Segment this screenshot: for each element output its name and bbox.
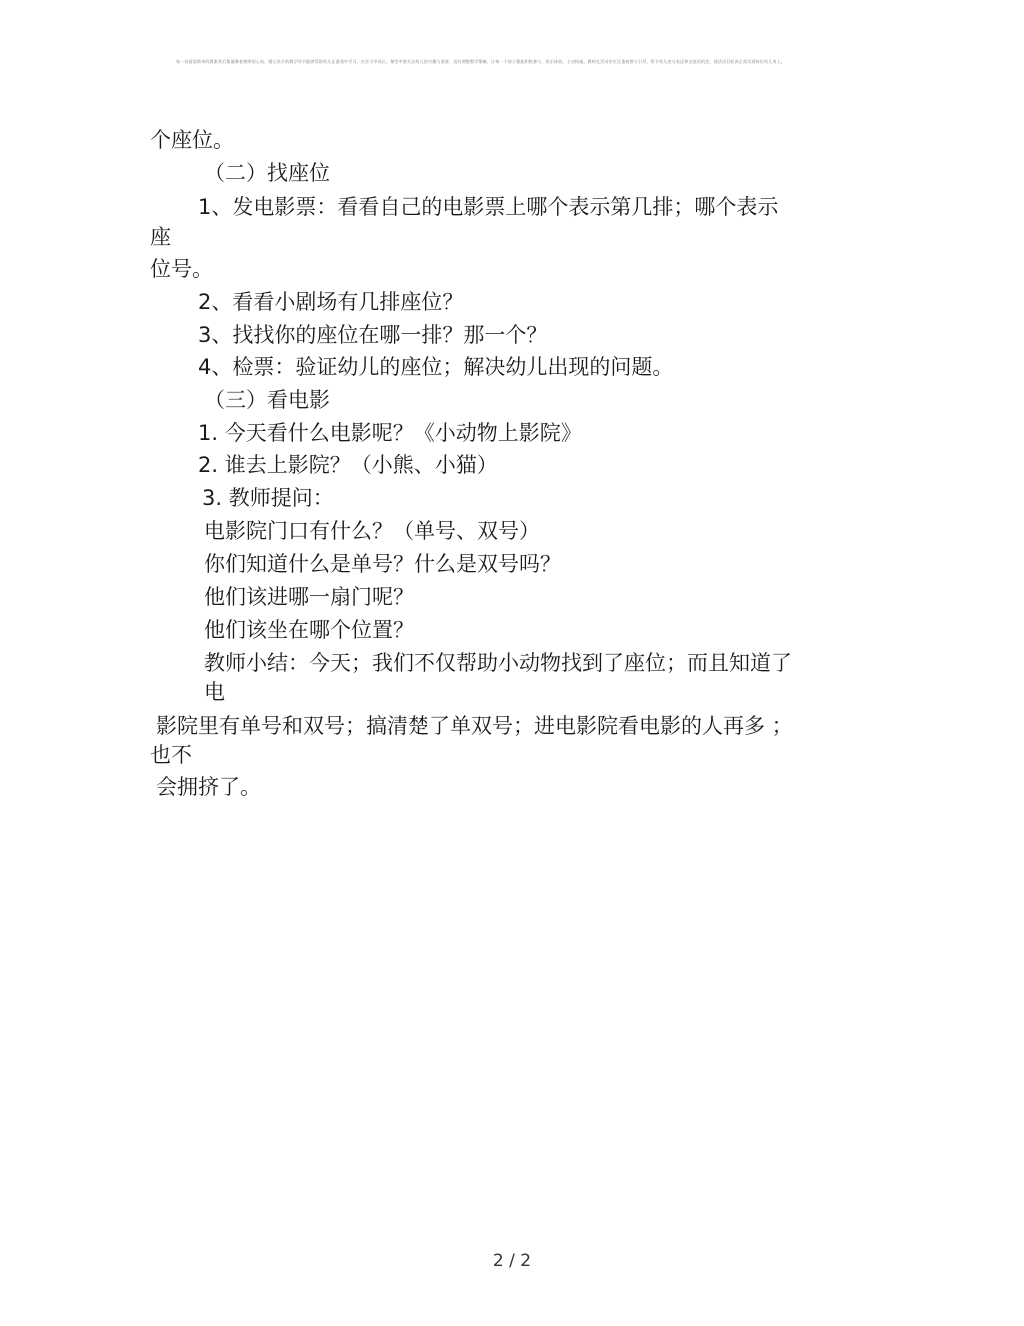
header-note: 每一份看似简单的教案背后都凝聚着教师的心血，精心设计的教学环节能够帮助幼儿在游戏中学习，在学习中成长。课堂中要关注幼儿的兴趣与需要，及时调整教学策略，让每一个孩子都能积极参与、快乐体验、主动探索。教师在活动中应注重观察与引导，给予幼儿充分表达和交流的机会，使活动目标真正落实到每位幼儿身上。 bbox=[176, 59, 785, 64]
text-line: 影院里有单号和双号；搞清楚了单双号；进电影院看电影的人再多 ； bbox=[156, 714, 793, 738]
text-line: 会拥挤了。 bbox=[156, 775, 261, 799]
text-line: 你们知道什么是单号？什么是双号吗？ bbox=[204, 552, 561, 576]
text-line: 1. 今天看什么电影呢？《小动物上影院》 bbox=[198, 421, 582, 445]
text-line: 4、检票：验证幼儿的座位；解决幼儿出现的问题。 bbox=[198, 355, 674, 379]
text-line: 教师小结：今天；我们不仅帮助小动物找到了座位；而且知道了 bbox=[204, 651, 792, 675]
text-line: 2. 谁去上影院？（小熊、小猫） bbox=[198, 453, 498, 477]
text-line: 他们该坐在哪个位置？ bbox=[204, 618, 414, 642]
text-line: 1、发电影票：看看自己的电影票上哪个表示第几排；哪个表示 bbox=[198, 195, 779, 219]
text-line: 电影院门口有什么？（单号、双号） bbox=[204, 519, 540, 543]
text-line: 电 bbox=[204, 680, 225, 704]
page-number: 2 / 2 bbox=[492, 1251, 532, 1271]
text-line: 也不 bbox=[150, 743, 192, 767]
text-line: 位号。 bbox=[150, 257, 213, 281]
section-heading: （二）找座位 bbox=[204, 161, 330, 185]
text-line: 个座位。 bbox=[150, 128, 234, 152]
text-line: 2、看看小剧场有几排座位？ bbox=[198, 290, 464, 314]
text-line: 他们该进哪一扇门呢？ bbox=[204, 585, 414, 609]
text-line: 座 bbox=[150, 225, 171, 249]
section-heading: （三）看电影 bbox=[204, 388, 330, 412]
text-line: 3. 教师提问： bbox=[202, 486, 334, 510]
text-line: 3、找找你的座位在哪一排？那一个？ bbox=[198, 323, 548, 347]
